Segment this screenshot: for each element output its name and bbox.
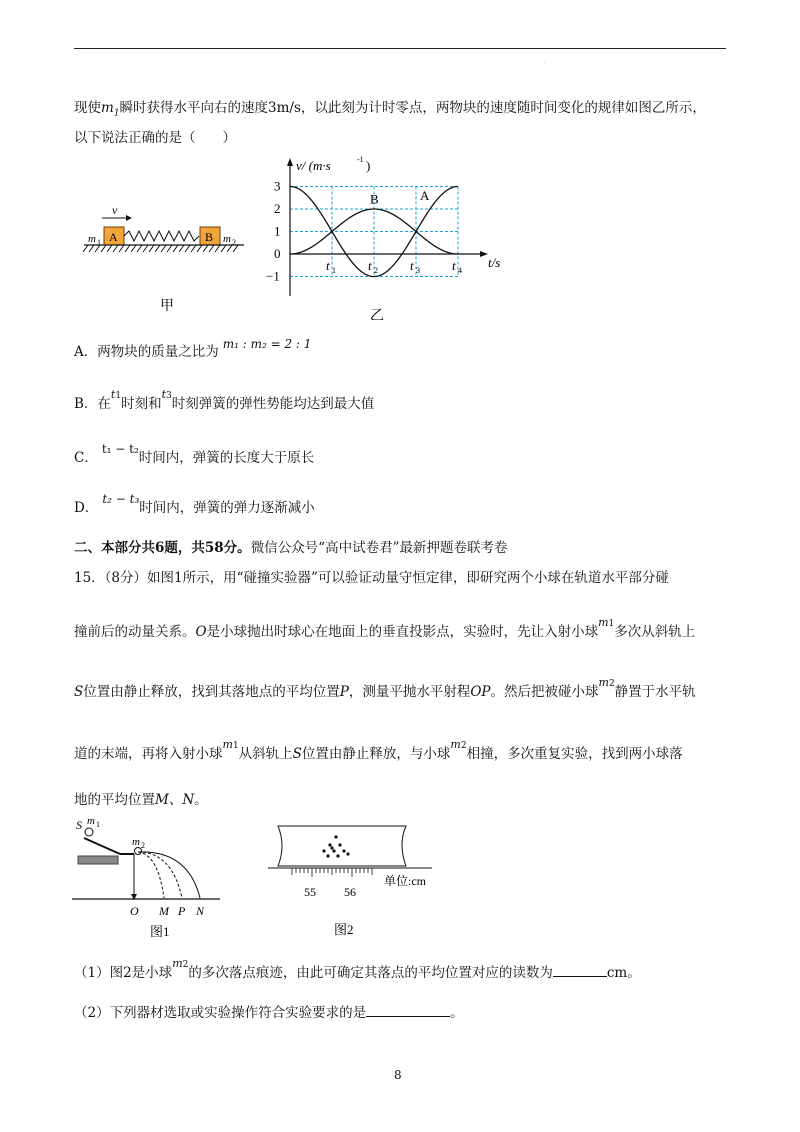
section-2-heading: 二、本部分共6题，共58分。微信公众号“高中试卷君”最新押题卷联考卷 (74, 540, 508, 556)
x-tick-sub: 3 (416, 266, 420, 275)
curve-a-label: A (420, 188, 430, 203)
x-tick-label: t (410, 258, 414, 273)
stem-line-1: 现使$m_1$瞬时获得水平向右的速度3m/s，以此刻为计时零点，两物块的速度随时间变化的规律如图乙所示， (74, 100, 706, 119)
hatch-mark (89, 245, 94, 252)
q15-line-2: 撞前后的动量关系。O是小球抛出时球心在地面上的垂直投影点，实验时，先让入射小球$^m_1$多次从斜轨上 (74, 616, 696, 640)
ball-m1 (85, 828, 93, 836)
figure-2 (262, 818, 462, 940)
stem-line-2: 以下说法正确的是（ ） (74, 130, 236, 146)
fig1-m1-label: m (87, 815, 95, 827)
m2-sub: 2 (232, 238, 236, 247)
hatch-mark (119, 245, 124, 252)
hatch-mark (137, 245, 142, 252)
y-tick-label: −1 (266, 268, 280, 284)
y-axis-arrow (287, 158, 293, 166)
point-P-label: P (178, 904, 186, 918)
hatch-mark (83, 245, 88, 252)
figure-jia (80, 200, 250, 320)
option-c[interactable]: C．t₁ − t₂时间内，弹簧的长度大于原长 (74, 442, 315, 466)
landing-dot (328, 843, 331, 846)
ground-hatch (83, 245, 238, 252)
option-d[interactable]: D．t₂ − t₃时间内，弹簧的弹力逐渐减小 (74, 492, 315, 516)
trajectory-M (138, 852, 164, 898)
x-axis-arrow (480, 251, 488, 257)
fig1-S-label: S (76, 818, 82, 832)
fig2-caption: 图2 (334, 922, 354, 937)
landing-dot (346, 852, 349, 855)
caption-yi: 乙 (370, 309, 384, 320)
hatch-mark (125, 245, 130, 252)
option-a-formula: m₁ : m₂ = 2 : 1 (222, 337, 312, 351)
m1-label: m (88, 233, 96, 245)
y-axis-label-close: ) (366, 158, 371, 173)
hatch-mark (221, 245, 226, 252)
block-b-label: B (205, 230, 214, 244)
hatch-mark (143, 245, 148, 252)
hatch-mark (131, 245, 136, 252)
page-number: 8 (394, 1068, 402, 1082)
x-tick-label: t (326, 258, 330, 273)
x-tick-sub: 1 (332, 266, 336, 275)
trajectory-P (138, 852, 182, 898)
curve-b-label: B (370, 191, 379, 207)
hatch-mark (107, 245, 112, 252)
trajectory-N (138, 852, 200, 898)
hatch-mark (227, 245, 232, 252)
x-axis-label: t/s (488, 255, 501, 270)
m2-label: m (223, 233, 231, 245)
y-axis-label: v/ (m·s (296, 158, 331, 173)
hatch-mark (155, 245, 160, 252)
q15-line-5: 地的平均位置M、N。 (74, 792, 208, 808)
ball-m2 (135, 848, 142, 855)
y-tick-label: 1 (274, 223, 281, 239)
spring (124, 231, 199, 241)
m1-sub: 1 (97, 238, 101, 247)
landing-dot (342, 849, 345, 852)
hatch-mark (101, 245, 106, 252)
q15-sub-2: （2）下列器材选取或实验操作符合实验要求的是 。 (74, 1002, 464, 1023)
caption-jia: 甲 (160, 299, 174, 314)
stand (78, 856, 118, 864)
hatch-mark (173, 245, 178, 252)
v-label: v (112, 203, 118, 217)
x-tick-sub: 4 (458, 266, 462, 275)
landing-dot (334, 835, 337, 838)
y-axis-label-exp: -1 (357, 155, 364, 164)
fig1-m2-sub: 2 (141, 841, 145, 850)
landing-dot (330, 846, 333, 849)
ruler-ticks (292, 868, 372, 877)
landing-marks (322, 835, 349, 857)
figure-1 (70, 812, 230, 942)
ruler-label-56: 56 (344, 885, 356, 899)
landing-dot (332, 849, 335, 852)
point-M-label: M (159, 904, 169, 918)
option-b[interactable]: B．在$^t_1$时刻和$^t_3$时刻弹簧的弹性势能均达到最大值 (74, 388, 375, 412)
answer-blank-1[interactable] (553, 962, 607, 977)
y-tick-label: 2 (274, 201, 281, 216)
paper-strip (278, 826, 406, 866)
q15-sub-1: （1）图2是小球$^m_2$的多次落点痕迹，由此可确定其落点的平均位置对应的读数为 cm。 (74, 957, 641, 981)
figure-yi-chart (262, 150, 512, 320)
fig1-m2-label: m (132, 836, 140, 848)
hatch-mark (209, 245, 214, 252)
point-O-label: O (130, 904, 139, 918)
hatch-mark (185, 245, 190, 252)
q15-line-1: 15．（8分）如图1所示，用“碰撞实验器”可以验证动量守恒定律，即研究两个小球在轨道水平部分碰 (74, 570, 669, 586)
option-a[interactable]: A．两物块的质量之比为 m₁ : m₂ = 2 : 1 (74, 337, 312, 360)
point-N-label: N (196, 904, 205, 918)
header-dot: · (544, 60, 546, 67)
landing-dot (326, 854, 329, 857)
hatch-mark (167, 245, 172, 252)
landing-dot (338, 843, 341, 846)
hatch-mark (113, 245, 118, 252)
hatch-mark (215, 245, 220, 252)
block-a-label: A (109, 230, 118, 244)
hatch-mark (161, 245, 166, 252)
landing-dot (322, 849, 325, 852)
x-tick-label: t (452, 258, 456, 273)
y-tick-label: 3 (274, 178, 281, 194)
ruler-unit: 单位:cm (384, 874, 426, 888)
answer-blank-2[interactable] (366, 1002, 450, 1017)
hatch-mark (191, 245, 196, 252)
incline-track (84, 838, 120, 854)
y-tick-label: 0 (274, 246, 281, 261)
header-rule (74, 48, 726, 49)
hatch-mark (203, 245, 208, 252)
x-tick-label: t (368, 258, 372, 273)
q15-line-4: 道的末端，再将入射小球$^m_1$从斜轨上S位置由静止释放，与小球$^m_2$相撞，多次重复实验，找到两小球落 (74, 738, 683, 762)
hatch-mark (197, 245, 202, 252)
hatch-mark (149, 245, 154, 252)
fig1-caption: 图1 (150, 924, 170, 939)
q15-line-3: S位置由静止释放，找到其落地点的平均位置P，测量平抛水平射程OP。然后把被碰小球$^m_2$静置于水平轨 (74, 676, 696, 700)
fig1-m1-sub: 1 (96, 820, 100, 829)
ruler-label-55: 55 (304, 885, 316, 899)
hatch-mark (179, 245, 184, 252)
x-tick-sub: 2 (374, 266, 378, 275)
landing-dot (336, 854, 339, 857)
